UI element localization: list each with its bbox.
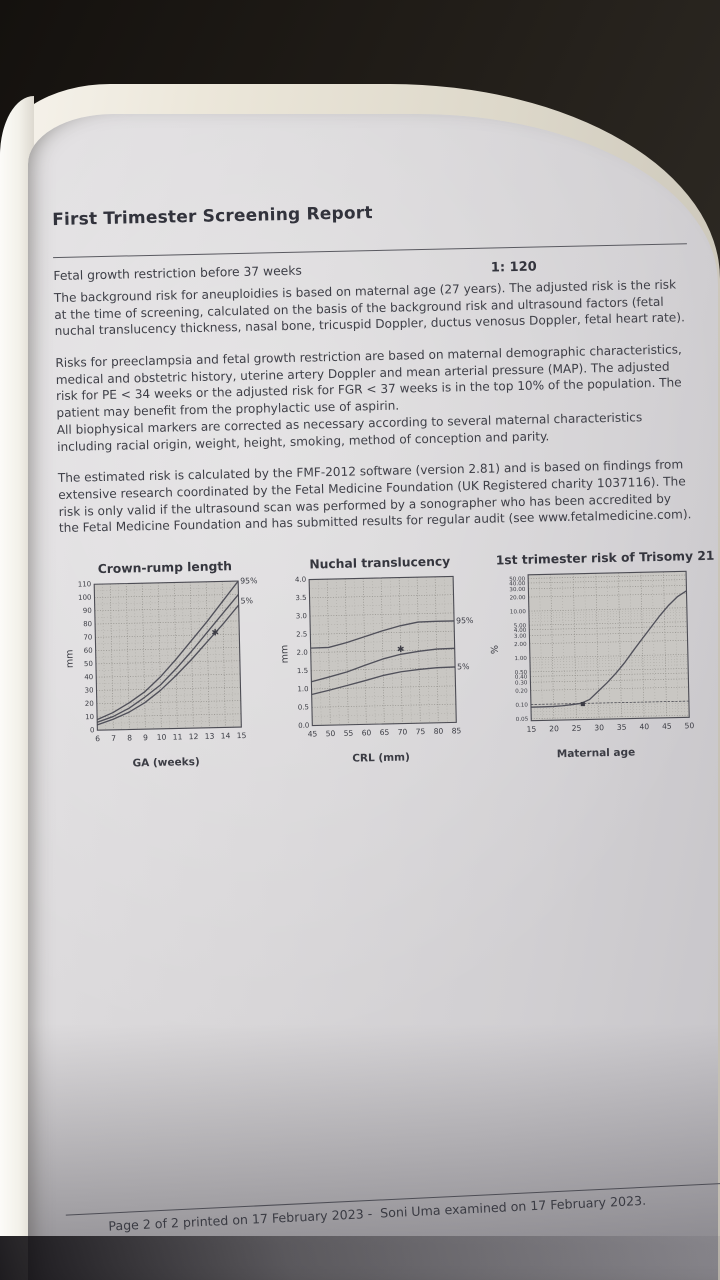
photo-bottom-shadow xyxy=(0,1236,720,1280)
svg-text:20: 20 xyxy=(549,724,559,734)
y-axis-label: mm xyxy=(64,649,76,669)
svg-text:80: 80 xyxy=(83,620,93,629)
svg-text:90: 90 xyxy=(82,606,92,615)
svg-text:2.00: 2.00 xyxy=(514,641,527,649)
svg-text:3.0: 3.0 xyxy=(295,612,308,621)
svg-text:15: 15 xyxy=(526,724,537,734)
svg-text:0.20: 0.20 xyxy=(515,688,528,695)
report-content xyxy=(52,196,715,1234)
svg-text:45: 45 xyxy=(661,721,672,731)
svg-text:15: 15 xyxy=(236,730,247,741)
svg-text:60: 60 xyxy=(83,646,93,655)
svg-text:9: 9 xyxy=(143,733,149,743)
svg-text:8: 8 xyxy=(127,733,133,743)
svg-text:4.00: 4.00 xyxy=(513,627,527,634)
svg-text:10.00: 10.00 xyxy=(509,609,526,616)
svg-text:0.40: 0.40 xyxy=(514,674,528,681)
svg-text:75: 75 xyxy=(415,726,426,737)
svg-text:70: 70 xyxy=(83,633,93,642)
svg-text:20.00: 20.00 xyxy=(509,595,526,602)
svg-text:0.05: 0.05 xyxy=(515,716,529,723)
svg-text:0.10: 0.10 xyxy=(515,702,529,709)
svg-text:11: 11 xyxy=(172,732,183,742)
svg-text:✱: ✱ xyxy=(211,628,220,639)
trisomy21-chart-canvas xyxy=(498,565,698,751)
y-axis-label: mm xyxy=(279,644,291,664)
crl-chart-canvas xyxy=(68,574,268,760)
svg-text:100: 100 xyxy=(78,593,92,602)
nt-chart-canvas xyxy=(283,570,483,756)
svg-text:50: 50 xyxy=(325,728,336,739)
section-divider xyxy=(53,243,687,258)
svg-text:40: 40 xyxy=(84,673,94,682)
risk-value: 1: 120 xyxy=(490,259,537,276)
report-footer xyxy=(66,1183,720,1235)
x-axis-label: GA (weeks) xyxy=(132,755,200,770)
svg-text:50: 50 xyxy=(83,659,94,669)
svg-text:5.00: 5.00 xyxy=(513,623,527,630)
svg-text:3.00: 3.00 xyxy=(513,633,527,640)
risk-label: Fetal growth restriction before 37 weeks xyxy=(53,263,302,284)
svg-text:13: 13 xyxy=(204,731,215,741)
svg-text:6: 6 xyxy=(95,734,101,744)
paragraph-fmf-software: The estimated risk is calculated by the FMF-2012 software (version 2.81) and is based on findings from extensive research coordinated by the Fetal Medicine Foundation (UK Registered charity 1037116). The risk is only valid if the ultrasound scan was performed by a sonographer who has been accredited by the Fetal Medicine Foundation and has submitted results for regular audit (see www.fetalmedicine.com). xyxy=(57,457,692,536)
svg-text:110: 110 xyxy=(77,580,92,589)
svg-text:10: 10 xyxy=(156,732,167,742)
svg-text:✱: ✱ xyxy=(396,645,405,656)
svg-text:95%: 95% xyxy=(240,576,258,586)
report-page xyxy=(28,114,718,1280)
svg-text:50.00: 50.00 xyxy=(509,576,526,583)
svg-text:30.00: 30.00 xyxy=(509,586,526,594)
chart-title: Crown-rump length xyxy=(97,559,233,577)
svg-text:40: 40 xyxy=(639,722,650,732)
svg-text:■: ■ xyxy=(580,701,586,708)
svg-text:30: 30 xyxy=(594,723,605,733)
svg-text:30: 30 xyxy=(84,686,94,695)
svg-text:2.5: 2.5 xyxy=(296,630,308,639)
paragraph-preeclampsia-fgr: Risks for preeclampsia and fetal growth restriction are based on maternal demographic characteristics, medical and obstetric history, uterine artery Doppler and mean arterial pressure (MAP). The adjusted risk for PE < 34 weeks or the adjusted risk for FGR < 37 weeks is in the top 10% of the population. The patient may benefit from the prophylactic use of aspirin. All biophysical markers are corrected as necessary according to several maternal characteristics including racial origin, weight, height, smoking, method of conception and parity. xyxy=(55,342,682,454)
svg-text:1.5: 1.5 xyxy=(296,666,309,676)
chart-trisomy21-risk xyxy=(489,548,715,761)
svg-text:1.00: 1.00 xyxy=(514,655,527,663)
svg-text:20: 20 xyxy=(84,699,94,708)
svg-text:45: 45 xyxy=(307,729,318,739)
svg-text:3.5: 3.5 xyxy=(295,593,307,603)
paragraph-background-risk: The background risk for aneuploidies is based on maternal age (27 years). The adjusted risk is the risk at the time of screening, calculated on the basis of the background risk and ultrasound factors (fetal nuchal translucency thickness, nasal bone, tricuspid Doppler, ductus venosus Doppler, fetal heart rate). xyxy=(53,277,686,339)
svg-text:95%: 95% xyxy=(455,615,474,626)
svg-text:12: 12 xyxy=(188,731,199,742)
svg-text:0: 0 xyxy=(89,726,95,735)
svg-text:0.50: 0.50 xyxy=(514,669,528,677)
svg-text:25: 25 xyxy=(571,723,582,733)
svg-text:4.0: 4.0 xyxy=(294,575,307,584)
svg-text:10: 10 xyxy=(85,712,95,722)
chart-title: Nuchal translucency xyxy=(309,554,451,572)
x-axis-label: CRL (mm) xyxy=(352,751,410,765)
svg-text:0.5: 0.5 xyxy=(297,703,310,712)
chart-crown-rump-length xyxy=(60,558,268,770)
chart-nuchal-translucency xyxy=(275,554,483,766)
svg-text:35: 35 xyxy=(616,722,627,732)
svg-text:5%: 5% xyxy=(240,596,254,606)
y-axis-label: % xyxy=(489,644,501,655)
svg-text:40.00: 40.00 xyxy=(509,581,526,588)
svg-text:0.30: 0.30 xyxy=(514,680,528,687)
svg-text:65: 65 xyxy=(379,727,390,737)
report-title: First Trimester Screening Report xyxy=(52,203,373,231)
svg-text:14: 14 xyxy=(220,731,231,741)
svg-text:7: 7 xyxy=(111,733,117,743)
svg-text:85: 85 xyxy=(451,726,462,736)
svg-text:60: 60 xyxy=(361,728,372,738)
svg-text:50: 50 xyxy=(684,721,695,731)
svg-text:55: 55 xyxy=(343,728,354,738)
svg-text:2.0: 2.0 xyxy=(296,648,308,657)
svg-text:1.0: 1.0 xyxy=(297,685,309,694)
footer-text: Page 2 of 2 printed on 17 February 2023 - Soni Uma examined on 17 February 2023. xyxy=(108,1192,647,1234)
charts-row xyxy=(60,548,715,771)
svg-text:5%: 5% xyxy=(456,662,470,672)
svg-text:0.0: 0.0 xyxy=(298,721,310,730)
chart-title: 1st trimester risk of Trisomy 21 xyxy=(495,548,715,568)
svg-text:70: 70 xyxy=(397,727,408,737)
svg-text:80: 80 xyxy=(433,726,444,736)
x-axis-label: Maternal age xyxy=(556,746,636,761)
